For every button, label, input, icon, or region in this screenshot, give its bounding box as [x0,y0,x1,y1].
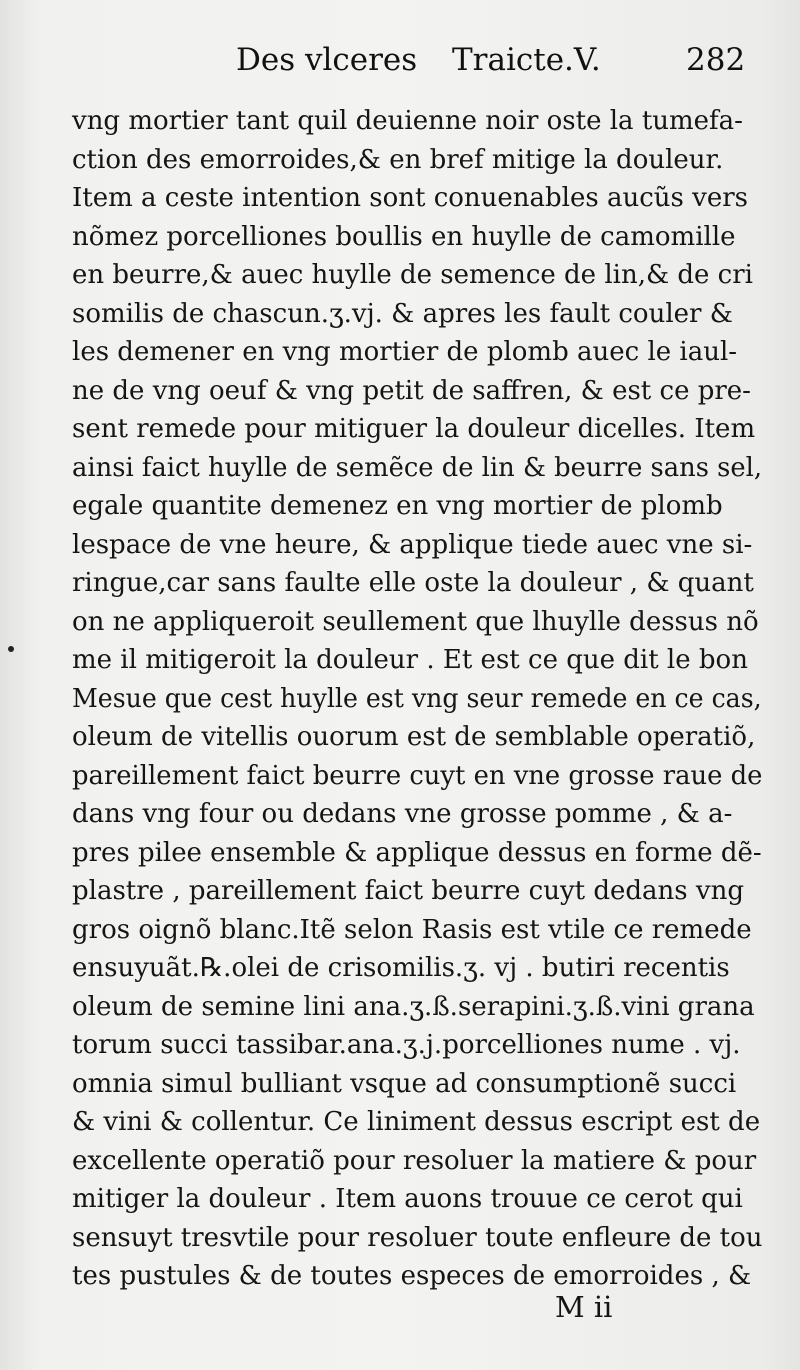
text-line: lespace de vne heure, & applique tiede auec vne si- [72,529,753,560]
text-line: vng mortier tant quil deuienne noir oste la tumefa- [72,106,743,136]
text-line: sensuyt tresvtile pour resoluer toute enfleure de tou [72,1222,763,1253]
text-line: Mesue que cest huylle est vng seur remede en ce cas, [72,683,762,714]
text-line: mitiger la douleur . Item auons trouue ce cerot qui [72,1184,743,1214]
page-number: 282 [686,42,746,78]
text-line: oleum de vitellis ouorum est de semblable operatiõ, [72,722,756,752]
text-line: me il mitigeroit la douleur . Et est ce que dit le bon [72,645,748,675]
text-line: somilis de chascun.ʒ.vj. & apres les fault couler & [72,298,733,329]
text-line: ainsi faict huylle de semẽce de lin & beurre sans sel, [72,452,763,483]
running-header [0,42,800,92]
body-text [72,102,762,1296]
text-line: ne de vng oeuf & vng petit de saffren, & est ce pre- [72,375,751,406]
text-line: dans vng four ou dedans vne grosse pomme , & a- [72,799,733,829]
text-line: & vini & collentur. Ce liniment dessus escript est de [72,1107,761,1137]
text-line: les demener en vng mortier de plomb auec le iaul- [72,337,738,367]
text-line: omnia simul bulliant vsque ad consumptionẽ succi [72,1068,737,1099]
text-line: tes pustules & de toutes especes de emorroides , & [72,1261,752,1291]
text-line: oleum de semine lini ana.ʒ.ß.serapini.ʒ.ß.vini grana [72,991,755,1022]
text-line: excellente operatiõ pour resoluer la matiere & pour [72,1145,757,1176]
text-line: pareillement faict beurre cuyt en vne grosse raue de [72,760,763,791]
text-line: sent remede pour mitiguer la douleur dicelles. Item [72,414,756,444]
running-head-treatise: Traicte.V. [452,42,601,78]
text-line: gros oignõ blanc.Itẽ selon Rasis est vtile ce remede [72,914,752,945]
text-line: torum succi tassibar.ana.ʒ.j.porcelliones nume . vj. [72,1030,741,1060]
text-line: plastre , pareillement faict beurre cuyt dedans vng [72,876,744,906]
running-head-title: Des vlceres [236,42,418,78]
text-line: ringue,car sans faulte elle oste la douleur , & quant [72,568,754,598]
text-line: egale quantite demenez en vng mortier de plomb [72,491,723,521]
text-line: en beurre,& auec huylle de semence de lin,& de cri [72,260,753,290]
text-line: Item a ceste intention sont conuenables aucũs vers [72,183,748,213]
text-line: pres pilee ensemble & applique dessus en forme dẽ- [72,837,762,868]
signature-mark: M ii [555,1290,613,1324]
text-line: on ne appliqueroit seullement que lhuylle dessus nõ [72,606,759,637]
text-line: ensuyuãt.℞.olei de crisomilis.ʒ. vj . butiri recentis [72,953,730,983]
text-line: ction des emorroides,& en bref mitige la douleur. [72,144,724,175]
text-line: nõmez porcelliones boullis en huylle de camomille [72,221,736,252]
margin-mark [8,646,14,652]
